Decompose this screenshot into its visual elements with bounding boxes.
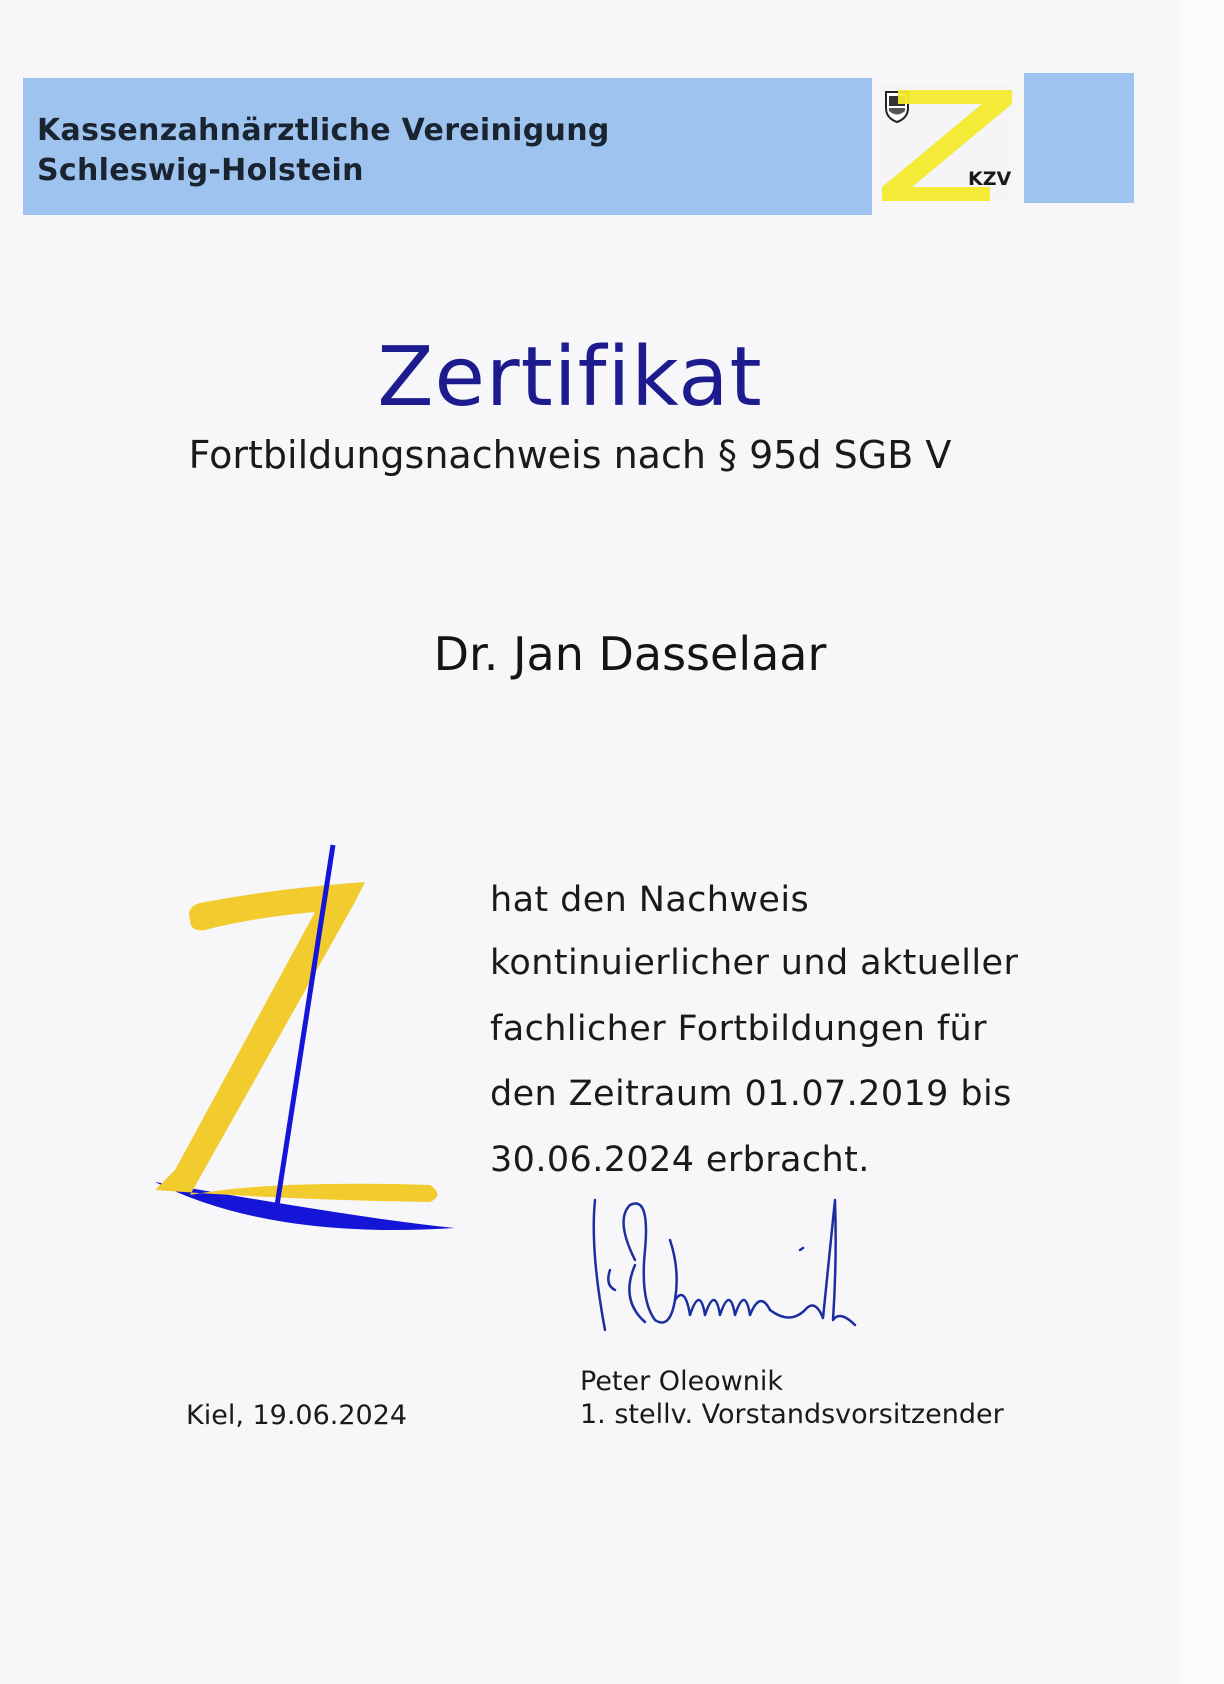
place-and-date: Kiel, 19.06.2024	[186, 1400, 408, 1431]
org-name-line1: Kassenzahnärztliche Vereinigung	[37, 113, 610, 148]
body-text-line-1: hat den Nachweis	[490, 880, 810, 920]
handwritten-signature	[575, 1190, 905, 1340]
org-name-line2: Schleswig-Holstein	[37, 153, 364, 188]
kzv-label: KZV	[968, 168, 1012, 190]
page-edge	[1180, 0, 1224, 1684]
signer-name: Peter Oleownik	[580, 1366, 784, 1397]
certificate-subtitle: Fortbildungsnachweis nach § 95d SGB V	[188, 433, 952, 477]
body-text-line-2: kontinuierlicher und aktueller	[490, 943, 1019, 983]
recipient-name: Dr. Jan Dasselaar	[433, 627, 827, 681]
body-text-line-5: 30.06.2024 erbracht.	[490, 1140, 870, 1180]
z-sailboat-logo-icon	[150, 840, 460, 1250]
body-text-line-4: den Zeitraum 01.07.2019 bis	[490, 1074, 1012, 1114]
header-band-right	[1024, 73, 1134, 203]
certificate-title: Zertifikat	[377, 330, 763, 425]
signer-title: 1. stellv. Vorstandsvorsitzender	[580, 1399, 1004, 1430]
body-text-line-3: fachlicher Fortbildungen für	[490, 1009, 987, 1049]
